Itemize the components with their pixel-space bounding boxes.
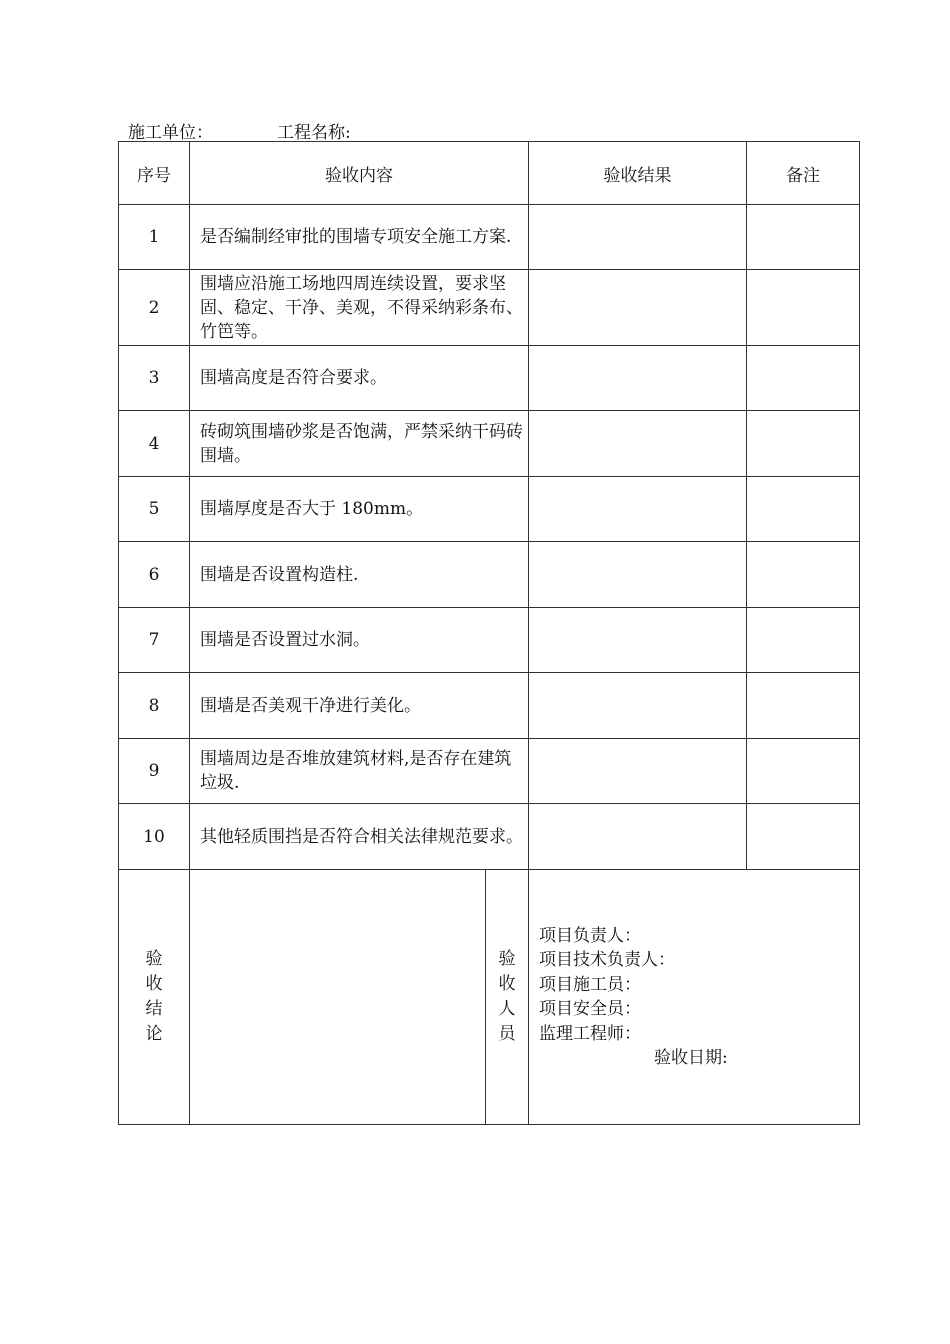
row-content: 围墙周边是否堆放建筑材料,是否存在建筑垃圾. bbox=[190, 739, 529, 804]
row-number: 1 bbox=[119, 205, 190, 270]
column-header-result: 验收结果 bbox=[529, 142, 747, 205]
remark-cell[interactable] bbox=[747, 542, 860, 608]
row-content: 围墙厚度是否大于 180mm。 bbox=[190, 477, 529, 542]
table-header-row bbox=[119, 142, 860, 205]
row-number: 7 bbox=[119, 608, 190, 673]
row-number: 8 bbox=[119, 673, 190, 739]
technical-manager-line: 项目技术负责人： bbox=[539, 950, 675, 970]
table-row bbox=[119, 477, 860, 542]
acceptance-table bbox=[118, 141, 860, 1125]
row-number: 6 bbox=[119, 542, 190, 608]
remark-cell[interactable] bbox=[747, 608, 860, 673]
row-content: 围墙是否美观干净进行美化。 bbox=[190, 673, 529, 739]
personnel-label: 验 收 人 员 bbox=[486, 870, 529, 1125]
row-number: 9 bbox=[119, 739, 190, 804]
table-row bbox=[119, 205, 860, 270]
conclusion-row bbox=[119, 870, 860, 1125]
remark-cell[interactable] bbox=[747, 205, 860, 270]
row-number: 5 bbox=[119, 477, 190, 542]
remark-cell[interactable] bbox=[747, 804, 860, 870]
row-content: 围墙是否设置构造柱. bbox=[190, 542, 529, 608]
form-header bbox=[128, 118, 351, 143]
table-row bbox=[119, 804, 860, 870]
row-content: 砖砌筑围墙砂浆是否饱满，严禁采纳干码砖围墙。 bbox=[190, 411, 529, 477]
row-content: 围墙高度是否符合要求。 bbox=[190, 346, 529, 411]
row-content: 是否编制经审批的围墙专项安全施工方案. bbox=[190, 205, 529, 270]
project-name-label: 工程名称: bbox=[277, 123, 351, 143]
table-row bbox=[119, 270, 860, 346]
remark-cell[interactable] bbox=[747, 411, 860, 477]
personnel-signatures bbox=[529, 870, 860, 1125]
column-header-no: 序号 bbox=[119, 142, 190, 205]
row-number: 2 bbox=[119, 270, 190, 346]
result-cell[interactable] bbox=[529, 346, 747, 411]
row-content: 围墙是否设置过水洞。 bbox=[190, 608, 529, 673]
result-cell[interactable] bbox=[529, 477, 747, 542]
safety-officer-line: 项目安全员： bbox=[539, 999, 641, 1019]
supervising-engineer-line: 监理工程师： bbox=[539, 1023, 641, 1044]
table-row bbox=[119, 542, 860, 608]
conclusion-label: 验 收 结 论 bbox=[119, 870, 190, 1125]
result-cell[interactable] bbox=[529, 411, 747, 477]
remark-cell[interactable] bbox=[747, 673, 860, 739]
remark-cell[interactable] bbox=[747, 739, 860, 804]
row-number: 3 bbox=[119, 346, 190, 411]
table-row bbox=[119, 411, 860, 477]
table-row bbox=[119, 346, 860, 411]
remark-cell[interactable] bbox=[747, 477, 860, 542]
remark-cell[interactable] bbox=[747, 346, 860, 411]
remark-cell[interactable] bbox=[747, 270, 860, 346]
result-cell[interactable] bbox=[529, 542, 747, 608]
row-content: 其他轻质围挡是否符合相关法律规范要求。 bbox=[190, 804, 529, 870]
result-cell[interactable] bbox=[529, 608, 747, 673]
row-number: 4 bbox=[119, 411, 190, 477]
result-cell[interactable] bbox=[529, 270, 747, 346]
construction-unit-label: 施工单位： bbox=[128, 123, 213, 143]
table-row bbox=[119, 608, 860, 673]
acceptance-date-label: 验收日期: bbox=[654, 1048, 728, 1068]
conclusion-field[interactable] bbox=[190, 870, 486, 1125]
result-cell[interactable] bbox=[529, 673, 747, 739]
project-manager-line: 项目负责人： bbox=[539, 925, 641, 946]
construction-officer-line: 项目施工员： bbox=[539, 974, 641, 995]
result-cell[interactable] bbox=[529, 804, 747, 870]
result-cell[interactable] bbox=[529, 205, 747, 270]
row-content: 围墙应沿施工场地四周连续设置，要求坚固、稳定、干净、美观，不得采纳彩条布、竹笆等。 bbox=[190, 270, 529, 346]
table-row bbox=[119, 673, 860, 739]
table-row bbox=[119, 739, 860, 804]
result-cell[interactable] bbox=[529, 739, 747, 804]
column-header-content: 验收内容 bbox=[190, 142, 529, 205]
column-header-remark: 备注 bbox=[747, 142, 860, 205]
row-number: 10 bbox=[119, 804, 190, 870]
